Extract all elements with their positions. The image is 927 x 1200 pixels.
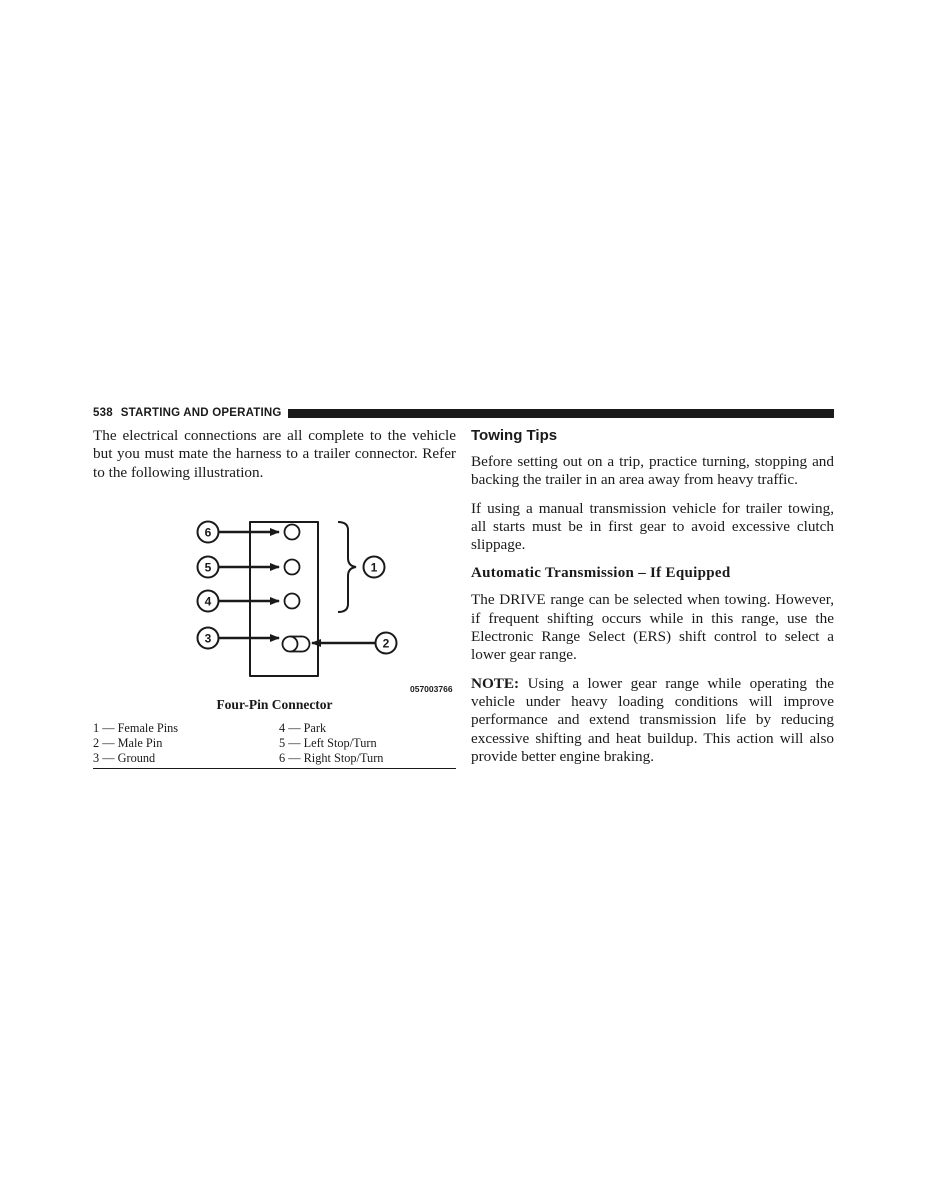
legend-item: 6 — Right Stop/Turn [279,751,384,765]
automatic-transmission-heading: Automatic Transmission – If Equipped [471,565,731,582]
header-rule [288,409,834,418]
female-pin-5 [285,560,300,575]
legend-item: 2 — Male Pin [93,736,163,750]
page-header [93,405,834,421]
figure-id: 057003766 [410,684,453,694]
legend-item: 5 — Left Stop/Turn [279,736,377,750]
pin-group-bracket [338,522,356,612]
callout-6: 6 [204,525,212,540]
callout-3: 3 [204,631,212,646]
callout-2: 2 [382,636,390,651]
right-column [471,427,834,776]
connector-diagram [190,512,455,697]
section-title: STARTING AND OPERATING [120,407,282,419]
female-pin-4 [285,594,300,609]
callout-5: 5 [204,560,212,575]
left-column [93,427,456,482]
drive-range-paragraph: The DRIVE range can be selected when towing. However, if frequent shifting occurs while in this range, use the Electronic Range Select (ERS) shift control to select a lower gear range. [471,591,834,664]
legend-item: 1 — Female Pins [93,721,179,735]
callout-4: 4 [204,594,212,609]
legend-row [93,736,456,751]
figure-legend [93,721,456,766]
legend-item: 4 — Park [279,721,327,735]
towing-tips-heading: Towing Tips [471,427,558,444]
figure-caption: Four-Pin Connector [216,697,333,712]
intro-paragraph: The electrical connections are all complete to the vehicle but you must mate the harness to a trailer connector. Refer to the following illustration. [93,427,456,481]
page-number: 538 [93,407,113,419]
note-text: Using a lower gear range while operating the vehicle under heavy loading conditions will improve performance and extend transmission life by reducing excessive shifting and heat buildup. This action will also provide better engine braking. [471,674,835,765]
callout-1: 1 [370,560,378,575]
male-pin [283,637,310,652]
legend-item: 3 — Ground [93,751,156,765]
legend-row [93,751,456,766]
female-pin-6 [285,525,300,540]
practice-paragraph: Before setting out on a trip, practice turning, stopping and backing the trailer in an area away from heavy traffic. [471,453,834,489]
legend-row [93,721,456,736]
legend-rule [93,768,456,769]
note-paragraph [471,675,834,766]
note-label: NOTE: [471,674,520,692]
manual-transmission-paragraph: If using a manual transmission vehicle for trailer towing, all starts must be in first gear to avoid excessive clutch slippage. [471,499,834,554]
